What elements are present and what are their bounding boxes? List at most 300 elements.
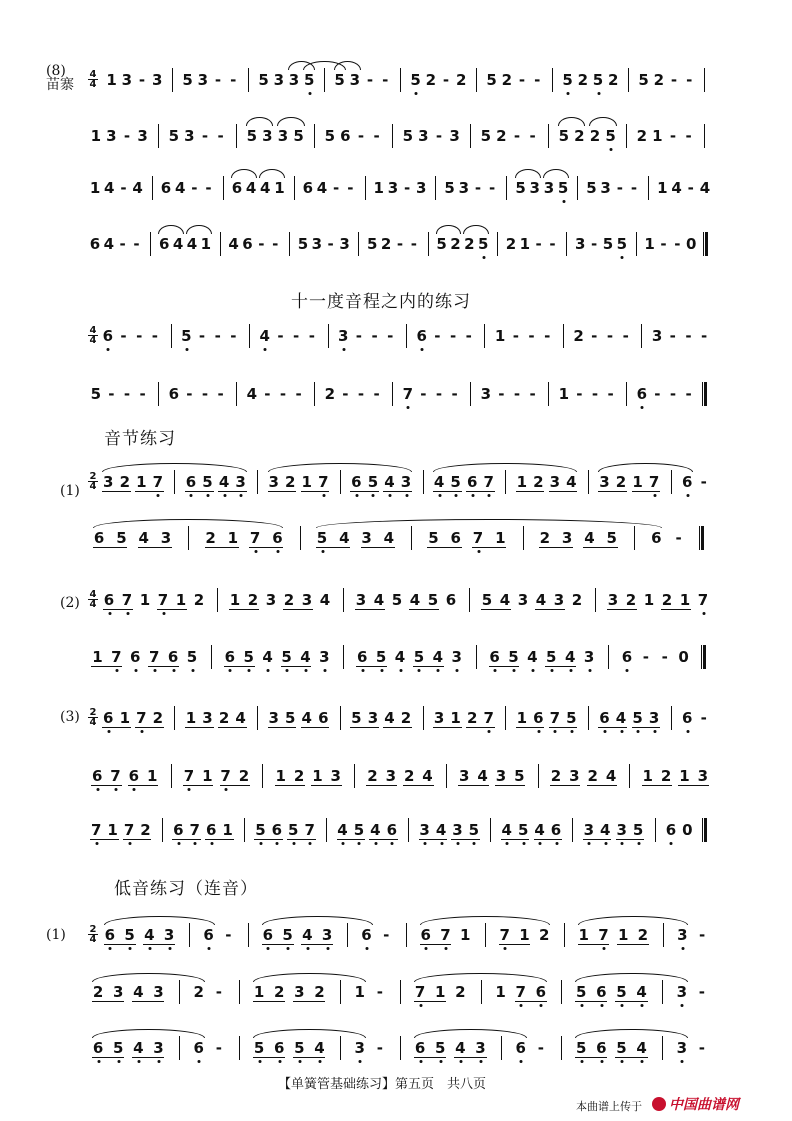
hold-dash: - (591, 385, 599, 403)
note: 4 (636, 983, 647, 1001)
low-octave-dot (210, 842, 213, 845)
hold-dash: - (410, 235, 417, 253)
note: 3 (575, 235, 586, 253)
low-octave-dot (191, 669, 194, 672)
note: 2 (293, 767, 305, 785)
low-octave-dot (208, 947, 211, 950)
hold-dash: - (308, 327, 315, 345)
barline (469, 588, 470, 612)
note: 4 (383, 529, 395, 547)
hold-dash: - (279, 385, 287, 403)
eighth-underline (466, 727, 495, 728)
note: 1 (460, 926, 471, 944)
note: 1 (147, 767, 158, 785)
note: 4 (477, 767, 488, 785)
low-octave-dot (439, 1060, 442, 1063)
note: 4 (435, 821, 447, 839)
note: 2 (636, 127, 648, 145)
staff-line (0, 980, 792, 1020)
note: 5 (605, 127, 616, 145)
hold-dash: - (376, 1039, 383, 1057)
note: 5 (316, 529, 328, 547)
low-octave-dot (128, 842, 131, 845)
note: 4 (228, 235, 239, 253)
eighth-underline (262, 944, 294, 945)
note: 4 (133, 1039, 144, 1057)
low-octave-dot (580, 1060, 583, 1063)
low-octave-dot (626, 669, 629, 672)
staff-line (0, 63, 792, 108)
note: 4 (370, 821, 381, 839)
note: 1 (516, 473, 527, 491)
eighth-underline (583, 547, 617, 548)
low-octave-dot (355, 494, 358, 497)
note: 3 (387, 179, 399, 197)
hold-dash: - (669, 327, 676, 345)
low-octave-dot (522, 842, 525, 845)
note: 1 (139, 591, 151, 609)
exercise-label: (1) (60, 483, 80, 499)
hold-dash: - (201, 127, 209, 145)
note: 3 (294, 983, 305, 1001)
barline (548, 124, 549, 148)
eighth-underline (218, 727, 247, 728)
hold-dash: - (701, 327, 708, 345)
low-octave-dot (129, 947, 132, 950)
barline (552, 68, 553, 92)
note: 6 (356, 648, 368, 666)
eighth-underline (157, 609, 187, 610)
barline (446, 764, 447, 788)
low-octave-dot (610, 148, 613, 151)
note: 6 (681, 709, 693, 727)
note: 2 (140, 821, 151, 839)
barline (158, 382, 159, 406)
barline (608, 645, 609, 669)
note: 6 (103, 709, 114, 727)
note: 1 (578, 926, 589, 944)
barline (189, 923, 190, 947)
barline (588, 470, 589, 494)
low-octave-dot (358, 842, 361, 845)
low-octave-dot (621, 256, 624, 259)
eighth-underline (301, 944, 333, 945)
note: 7 (697, 591, 709, 609)
note: 7 (414, 983, 426, 1001)
hold-dash: - (214, 327, 221, 345)
note: 4 (527, 648, 538, 666)
note: 7 (110, 767, 121, 785)
note: 5 (202, 473, 213, 491)
eighth-underline (515, 1001, 547, 1002)
note: 3 (385, 767, 397, 785)
hold-dash: - (403, 179, 411, 197)
note: 1 (301, 473, 312, 491)
barline (262, 764, 263, 788)
note: 6 (104, 926, 116, 944)
slur (575, 1029, 688, 1038)
note: 6 (160, 179, 172, 197)
hold-dash: - (606, 327, 614, 345)
note: 5 (638, 71, 649, 89)
note: 3 (583, 821, 595, 839)
note: 5 (367, 235, 378, 253)
eighth-underline (253, 1057, 285, 1058)
low-octave-dot (366, 947, 369, 950)
note: 4 (337, 821, 348, 839)
barline (220, 232, 221, 256)
exercise-label: (1) (46, 927, 66, 943)
note: 5 (575, 983, 587, 1001)
eighth-underline (433, 491, 462, 492)
eighth-underline (229, 609, 259, 610)
low-octave-dot (304, 669, 307, 672)
note: 5 (324, 127, 336, 145)
barline (577, 176, 578, 200)
barline (249, 324, 250, 348)
hold-dash: - (700, 709, 707, 727)
note: 3 (480, 385, 492, 403)
low-octave-dot (326, 947, 329, 950)
slur (277, 117, 305, 126)
note: 3 (197, 71, 209, 89)
note: 3 (419, 821, 430, 839)
note: 4 (605, 767, 617, 785)
barline (662, 980, 663, 1004)
low-octave-dot (95, 842, 98, 845)
note: 2 (538, 926, 550, 944)
hold-dash: - (669, 385, 677, 403)
hold-dash: - (366, 71, 374, 89)
low-octave-dot (140, 730, 143, 733)
note: 1 (92, 648, 103, 666)
note: 6 (450, 529, 461, 547)
low-octave-dot (600, 1004, 603, 1007)
note: 3 (137, 127, 148, 145)
low-octave-dot (456, 842, 459, 845)
site-logo[interactable] (652, 1094, 739, 1114)
note: 4 (172, 235, 184, 253)
staff-line (0, 764, 792, 804)
note: 4 (301, 709, 312, 727)
note: 1 (495, 529, 506, 547)
eighth-underline (575, 1001, 607, 1002)
hold-dash: - (215, 983, 222, 1001)
hold-dash: - (371, 327, 378, 345)
slur (433, 463, 577, 472)
eighth-underline (481, 609, 511, 610)
note: 1 (312, 767, 323, 785)
note: 3 (265, 591, 277, 609)
note: 3 (235, 473, 246, 491)
note: 3 (268, 473, 279, 491)
eighth-underline (293, 1001, 325, 1002)
low-octave-dot (309, 842, 312, 845)
hold-dash: - (201, 385, 209, 403)
barline (506, 176, 507, 200)
barline (340, 706, 341, 730)
eighth-underline (549, 491, 578, 492)
note: 4 (186, 235, 198, 253)
eighth-underline (104, 944, 136, 945)
low-octave-dot (512, 669, 515, 672)
note: 3 (106, 127, 117, 145)
staff-line (0, 706, 792, 746)
hold-dash: - (700, 473, 707, 491)
note: 7 (483, 473, 494, 491)
note: 6 (599, 709, 610, 727)
low-octave-dot (567, 92, 570, 95)
hold-dash: - (225, 926, 232, 944)
low-octave-dot (157, 494, 160, 497)
note: 1 (679, 591, 691, 609)
barline (326, 818, 327, 842)
note: 6 (92, 1039, 104, 1057)
note: 2 (119, 473, 131, 491)
low-octave-dot (456, 669, 459, 672)
low-octave-dot (188, 788, 191, 791)
low-octave-dot (550, 669, 553, 672)
note: 2 (574, 127, 585, 145)
barline (365, 176, 366, 200)
hold-dash: - (191, 179, 198, 197)
note: 5 (351, 709, 362, 727)
note: 3 (349, 71, 361, 89)
note: 1 (679, 767, 690, 785)
note: 4 (384, 709, 395, 727)
low-octave-dot (681, 1060, 684, 1063)
note: 1 (494, 327, 506, 345)
low-octave-dot (480, 1060, 483, 1063)
hold-dash: - (138, 71, 146, 89)
hold-dash: - (535, 235, 542, 253)
note: 4 (699, 179, 711, 197)
low-octave-dot (308, 92, 311, 95)
note: 3 (311, 235, 323, 253)
note: 5 (284, 709, 296, 727)
note: 1 (657, 179, 668, 197)
barline (561, 1036, 562, 1060)
low-octave-dot (620, 1004, 623, 1007)
barline (497, 232, 498, 256)
note: 1 (275, 767, 286, 785)
low-octave-dot (388, 494, 391, 497)
low-octave-dot (96, 788, 99, 791)
low-octave-dot (437, 669, 440, 672)
barline (406, 324, 407, 348)
eighth-underline (616, 839, 644, 840)
note: 6 (271, 821, 283, 839)
barline (223, 176, 224, 200)
hold-dash: - (357, 127, 365, 145)
slur (515, 169, 541, 178)
hold-dash: - (442, 71, 450, 89)
note: 2 (615, 473, 627, 491)
note: 2 (496, 127, 507, 145)
barline (595, 588, 596, 612)
hold-dash: - (660, 235, 667, 253)
eighth-underline (183, 785, 213, 786)
slur (463, 225, 489, 234)
barline (564, 923, 565, 947)
hold-dash: - (654, 385, 661, 403)
note: 3 (449, 127, 460, 145)
staff-line (0, 232, 792, 272)
low-octave-dot (405, 494, 408, 497)
hold-dash: - (272, 235, 279, 253)
note: 3 (495, 767, 507, 785)
note: 6 (91, 767, 103, 785)
eighth-underline (451, 839, 479, 840)
slur (259, 169, 285, 178)
note: 6 (102, 327, 114, 345)
note: 6 (489, 648, 500, 666)
barline (648, 176, 649, 200)
eighth-underline (419, 839, 447, 840)
low-octave-dot (440, 842, 443, 845)
hold-dash: - (661, 648, 668, 666)
barline (400, 68, 401, 92)
note: 1 (185, 709, 197, 727)
note: 3 (277, 127, 289, 145)
barline (626, 382, 627, 406)
note: 4 (409, 591, 421, 609)
slur (436, 225, 462, 234)
note: 1 (516, 709, 527, 727)
barline (400, 980, 401, 1004)
hold-dash: - (518, 71, 526, 89)
note: 3 (153, 1039, 164, 1057)
eighth-underline (587, 785, 617, 786)
note: 5 (427, 591, 439, 609)
low-octave-dot (702, 612, 705, 615)
eighth-underline (383, 491, 412, 492)
note: 1 (202, 767, 213, 785)
note: 4 (339, 529, 350, 547)
barline (150, 232, 151, 256)
exercise-label: (8) 苗寨 (46, 63, 74, 93)
low-octave-dot (419, 1060, 422, 1063)
low-octave-dot (473, 842, 476, 845)
hold-dash: - (333, 179, 340, 197)
low-octave-dot (306, 947, 309, 950)
note: 5 (367, 473, 379, 491)
note: 5 (632, 821, 644, 839)
note: 3 (648, 709, 660, 727)
slur (334, 61, 361, 70)
low-octave-dot (207, 494, 210, 497)
hold-dash: - (607, 385, 614, 403)
note: 3 (475, 1039, 486, 1057)
low-octave-dot (292, 842, 295, 845)
note: 5 (90, 385, 102, 403)
note: 2 (284, 473, 296, 491)
upload-credit: 本曲谱上传于 (576, 1100, 642, 1113)
barline (179, 980, 180, 1004)
eighth-underline (495, 785, 525, 786)
low-octave-dot (198, 1060, 201, 1063)
eighth-underline (92, 1057, 124, 1058)
note: 6 (272, 529, 283, 547)
barline (423, 706, 424, 730)
low-octave-dot (419, 1004, 422, 1007)
hold-dash: - (151, 327, 159, 345)
low-octave-dot (520, 1004, 523, 1007)
low-octave-dot (531, 669, 534, 672)
low-octave-dot (459, 1060, 462, 1063)
note: 5 (558, 127, 570, 145)
note: 3 (607, 591, 619, 609)
note: 2 (573, 327, 584, 345)
low-octave-dot (686, 494, 689, 497)
low-octave-dot (637, 730, 640, 733)
note: 2 (380, 235, 392, 253)
barline (236, 124, 237, 148)
note: 3 (268, 709, 279, 727)
low-octave-dot (562, 200, 565, 203)
note: 2 (653, 71, 665, 89)
note: 4 (373, 591, 385, 609)
hold-dash: - (544, 327, 551, 345)
note: 7 (472, 529, 484, 547)
barline (655, 818, 656, 842)
note: 3 (583, 648, 595, 666)
note: 6 (386, 821, 397, 839)
note: 3 (553, 591, 565, 609)
note: 2 (637, 926, 649, 944)
barline (490, 818, 491, 842)
eighth-underline (617, 944, 649, 945)
eighth-underline (135, 491, 164, 492)
note: 5 (281, 648, 292, 666)
note: 7 (148, 648, 160, 666)
eighth-underline (534, 839, 562, 840)
barline (162, 818, 163, 842)
eighth-underline (458, 785, 488, 786)
note: 4 (246, 385, 258, 403)
note: 2 (571, 591, 583, 609)
eighth-underline (128, 785, 158, 786)
staff-line (0, 588, 792, 628)
note: 1 (519, 235, 531, 253)
note: 3 (273, 71, 285, 89)
note: 5 (303, 71, 315, 89)
note: 5 (246, 127, 258, 145)
note: 2 (314, 983, 325, 1001)
barline (188, 526, 189, 550)
note: 4 (259, 327, 270, 345)
note: 3 (569, 767, 580, 785)
barline (626, 124, 627, 148)
note: 1 (450, 709, 461, 727)
barline (470, 124, 471, 148)
note: 3 (549, 473, 561, 491)
note: 6 (621, 648, 633, 666)
barline (248, 923, 249, 947)
note: 5 (450, 473, 461, 491)
hold-dash: - (198, 327, 206, 345)
note: 2 (550, 767, 562, 785)
eighth-underline (143, 944, 175, 945)
eighth-underline (516, 491, 545, 492)
note: 4 (103, 235, 115, 253)
low-octave-dot (681, 947, 684, 950)
barline (340, 980, 341, 1004)
staff-line (0, 124, 792, 164)
note: 5 (606, 529, 617, 547)
eighth-underline (598, 491, 627, 492)
note: 5 (575, 1039, 587, 1057)
